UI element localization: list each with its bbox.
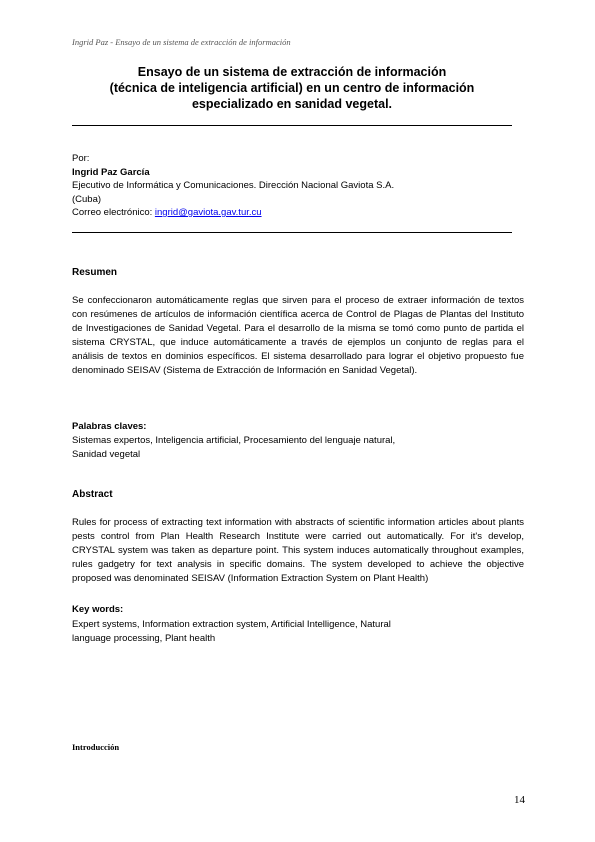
title-line-3: especializado en sanidad vegetal. [191, 97, 393, 111]
resumen-heading: Resumen [72, 267, 118, 278]
title-line-2: (técnica de inteligencia artificial) en un centro de información [109, 81, 475, 95]
key-words-list [72, 618, 512, 646]
author-block [72, 152, 512, 220]
abstract-heading: Abstract [72, 489, 113, 500]
palabras-clave-list [72, 434, 512, 462]
by-label: Por: [72, 153, 90, 164]
palabras-clave-line-2: Sanidad vegetal [72, 449, 141, 460]
title-divider [72, 125, 512, 126]
email-link[interactable]: ingrid@gaviota.gav.tur.cu [154, 207, 262, 218]
email-row [72, 206, 512, 220]
palabras-clave-heading: Palabras claves: [72, 421, 147, 432]
author-divider [72, 232, 512, 233]
title-line-1: Ensayo de un sistema de extracción de información [137, 65, 447, 79]
running-header: Ingrid Paz - Ensayo de un sistema de extracción de información [72, 37, 291, 47]
paper-title [72, 64, 512, 112]
key-words-line-1: Expert systems, Information extraction system, Artificial Intelligence, Natural [72, 619, 391, 630]
resumen-body: Se confeccionaron automáticamente reglas que sirven para el proceso de extraer información de textos con resúmenes de artículos de información científica acerca de Control de Plagas de Plantas del Instituto de Investigaciones de Sanidad Vegetal. Para el desarrollo de la misma se tomó como punto de partida el sistema CRYSTAL, que induce automáticamente a través de ejemplos un conjunto de reglas para el análisis de textos en dominios específicos. El sistema desarrollado para lograr el objetivo propuesto fue denominado SEISAV (Sistema de Extracción de Información en Sanidad Vegetal). [72, 295, 524, 376]
abstract-body: Rules for process of extracting text information with abstracts of scientific information articles about plants pests control from Plan Health Research Institute were carried out automatically. For it's develop, CRYSTAL system was taken as departure point. This system induces automatically throughout examples, rules gadgetry for text analysis in specific domains. The system developed to achieve the objective proposed was denominated SEISAV (Information Extraction System on Plant Health) [72, 517, 524, 584]
page-number: 14 [514, 794, 525, 806]
author-affiliation: Ejecutivo de Informática y Comunicaciones. Dirección Nacional Gaviota S.A. [72, 180, 395, 191]
introduction-heading: Introducción [72, 742, 120, 752]
author-name: Ingrid Paz García [72, 166, 150, 178]
author-country: (Cuba) [72, 193, 102, 205]
email-label: Correo electrónico: [72, 207, 155, 218]
key-words-line-2: language processing, Plant health [72, 633, 216, 644]
key-words-heading: Key words: [72, 604, 124, 615]
palabras-clave-line-1: Sistemas expertos, Inteligencia artificial, Procesamiento del lenguaje natural, [72, 435, 396, 446]
